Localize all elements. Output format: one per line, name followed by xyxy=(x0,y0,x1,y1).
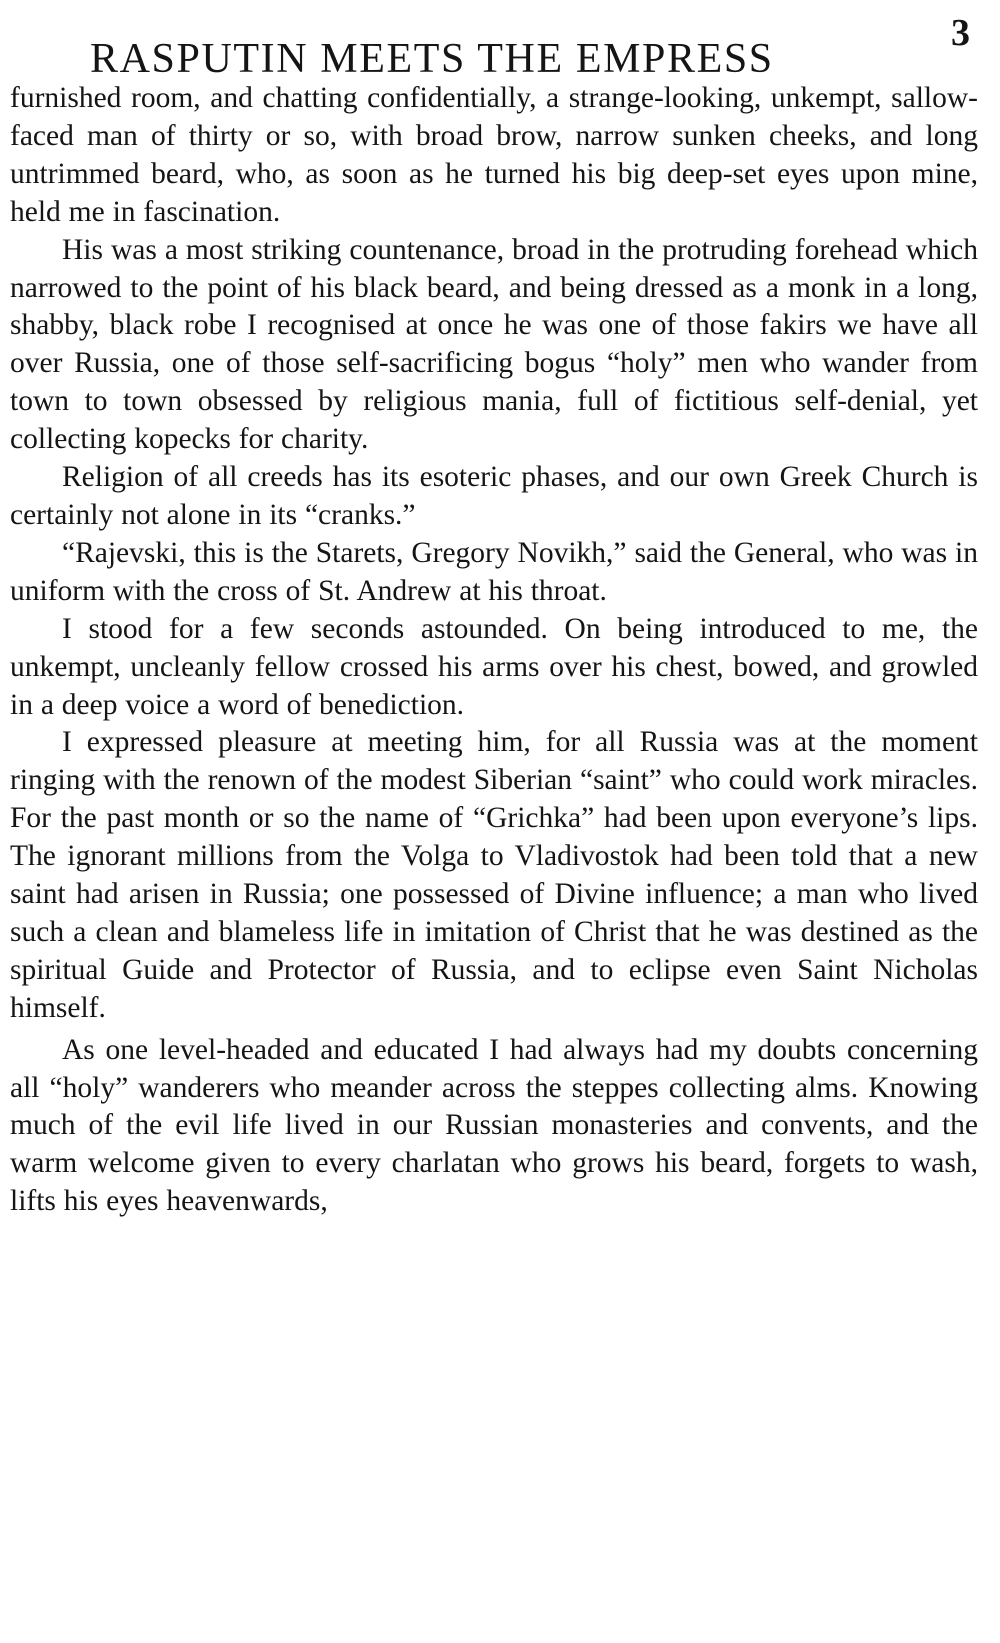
paragraph-3: Religion of all creeds has its esoteric phases, and our own Greek Church is certainly not alone in its “cranks.” xyxy=(10,461,978,531)
body-text xyxy=(10,80,978,1221)
paragraph-5: I stood for a few seconds astounded. On being introduced to me, the unkempt, uncleanly fellow crossed his arms over his chest, bowed, and growled in a deep voice a word of benediction. xyxy=(10,612,978,721)
paragraph-6: I expressed pleasure at meeting him, for all Russia was at the moment ringing with the renown of the modest Siberian “saint” who could work miracles. For the past month or so the name of “Grichka” had been upon everyone’s lips. The ignorant millions from the Volga to Vladivostok had been told that a new saint had arisen in Russia; one possessed of Divine influence; a man who lived such a clean and blameless life in imitation of Christ that he was destined as the spiritual Guide and Protector of Russia, and to eclipse even Saint Nicholas himself. xyxy=(10,726,978,1024)
book-page xyxy=(10,0,978,1643)
paragraph-7: As one level-headed and educated I had always had my doubts concerning all “holy” wanderers who meander across the steppes collecting alms. Knowing much of the evil life lived in our Russian monasteries and convents, and the warm welcome given to every charlatan who grows his beard, forgets to wash, lifts his eyes heavenwards, xyxy=(10,1033,978,1218)
paragraph-2: His was a most striking countenance, broad in the protruding forehead which narrowed to the point of his black beard, and being dressed as a monk in a long, shabby, black robe I recognised at once he was one of those fakirs we have all over Russia, one of those self-sacrificing bogus “holy” men who wander from town to town obsessed by religious mania, full of fictitious self-denial, yet collecting kopecks for charity. xyxy=(10,233,978,456)
paragraph-4: “Rajevski, this is the Starets, Gregory Novikh,” said the General, who was in uniform with the cross of St. Andrew at his throat. xyxy=(10,536,978,607)
running-title: RASPUTIN MEETS THE EMPRESS xyxy=(90,36,774,83)
page-number: 3 xyxy=(951,12,970,54)
paragraph-1: furnished room, and chatting confidentially, a strange-looking, unkempt, sallow-faced man of thirty or so, with broad brow, narrow sunken cheeks, and long untrimmed beard, who, as soon as he turned his big deep-set eyes upon mine, held me in fascination. xyxy=(10,82,978,228)
running-head xyxy=(10,0,978,83)
